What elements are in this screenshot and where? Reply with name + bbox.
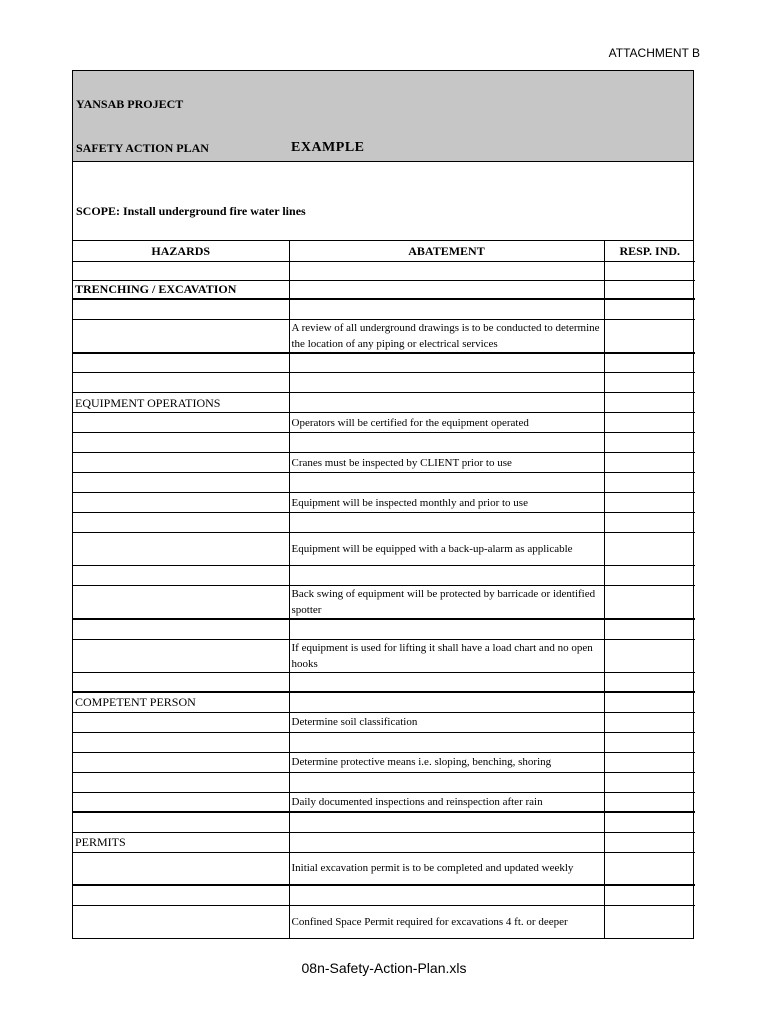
table-row bbox=[73, 792, 695, 812]
table-row bbox=[73, 566, 695, 586]
scope-text: SCOPE: Install underground fire water lines bbox=[76, 204, 306, 218]
abatement-cell: Determine protective means i.e. sloping, benching, shoring bbox=[289, 752, 604, 772]
example-label: EXAMPLE bbox=[291, 140, 365, 155]
table-row bbox=[73, 513, 695, 533]
abatement-cell: A review of all underground drawings is to be conducted to determine the location of any piping or electrical services bbox=[289, 319, 604, 353]
abatement-cell: Confined Space Permit required for excavations 4 ft. or deeper bbox=[289, 905, 604, 938]
attachment-label: ATTACHMENT B bbox=[608, 46, 700, 60]
table-row bbox=[73, 732, 695, 752]
header-band bbox=[73, 71, 693, 162]
hazards-header: HAZARDS bbox=[73, 241, 289, 261]
file-name-footer: 08n-Safety-Action-Plan.xls bbox=[301, 960, 467, 976]
hazards-table bbox=[73, 241, 695, 938]
table-row bbox=[73, 852, 695, 885]
abatement-cell: Equipment will be inspected monthly and prior to use bbox=[289, 493, 604, 513]
table-row bbox=[73, 672, 695, 692]
abatement-cell: Back swing of equipment will be protected by barricade or identified spotter bbox=[289, 586, 604, 620]
resp-header: RESP. IND. bbox=[604, 241, 695, 261]
project-title: YANSAB PROJECT bbox=[76, 97, 184, 111]
table-row bbox=[73, 353, 695, 373]
section-equipment: EQUIPMENT OPERATIONS bbox=[73, 393, 289, 413]
section-trenching: TRENCHING / EXCAVATION bbox=[73, 280, 289, 299]
table-row bbox=[73, 885, 695, 905]
table-row bbox=[73, 619, 695, 639]
table-row bbox=[73, 261, 695, 280]
abatement-cell: Operators will be certified for the equipment operated bbox=[289, 413, 604, 433]
abatement-cell: Cranes must be inspected by CLIENT prior to use bbox=[289, 453, 604, 473]
abatement-cell: Equipment will be equipped with a back-up-alarm as applicable bbox=[289, 533, 604, 566]
table-row bbox=[73, 393, 695, 413]
table-row bbox=[73, 586, 695, 620]
scope-row bbox=[73, 162, 693, 241]
plan-title: SAFETY ACTION PLAN bbox=[76, 141, 209, 155]
table-row bbox=[73, 413, 695, 433]
table-row bbox=[73, 692, 695, 712]
abatement-cell: Initial excavation permit is to be completed and updated weekly bbox=[289, 852, 604, 885]
table-row bbox=[73, 280, 695, 299]
table-row bbox=[73, 832, 695, 852]
table-row bbox=[73, 493, 695, 513]
table-row bbox=[73, 752, 695, 772]
table-row bbox=[73, 772, 695, 792]
abatement-cell: Daily documented inspections and reinspection after rain bbox=[289, 792, 604, 812]
table-row bbox=[73, 299, 695, 319]
section-permits: PERMITS bbox=[73, 832, 289, 852]
safety-action-plan-sheet bbox=[72, 70, 694, 939]
table-row bbox=[73, 473, 695, 493]
abatement-cell: Determine soil classification bbox=[289, 712, 604, 732]
table-row bbox=[73, 905, 695, 938]
abatement-header: ABATEMENT bbox=[289, 241, 604, 261]
table-row bbox=[73, 533, 695, 566]
table-row bbox=[73, 812, 695, 832]
table-row bbox=[73, 433, 695, 453]
section-competent-person: COMPETENT PERSON bbox=[73, 692, 289, 712]
abatement-cell: If equipment is used for lifting it shall have a load chart and no open hooks bbox=[289, 639, 604, 672]
table-row bbox=[73, 373, 695, 393]
table-row bbox=[73, 453, 695, 473]
table-row bbox=[73, 639, 695, 672]
table-row bbox=[73, 319, 695, 353]
table-row bbox=[73, 712, 695, 732]
table-header-row bbox=[73, 241, 695, 261]
